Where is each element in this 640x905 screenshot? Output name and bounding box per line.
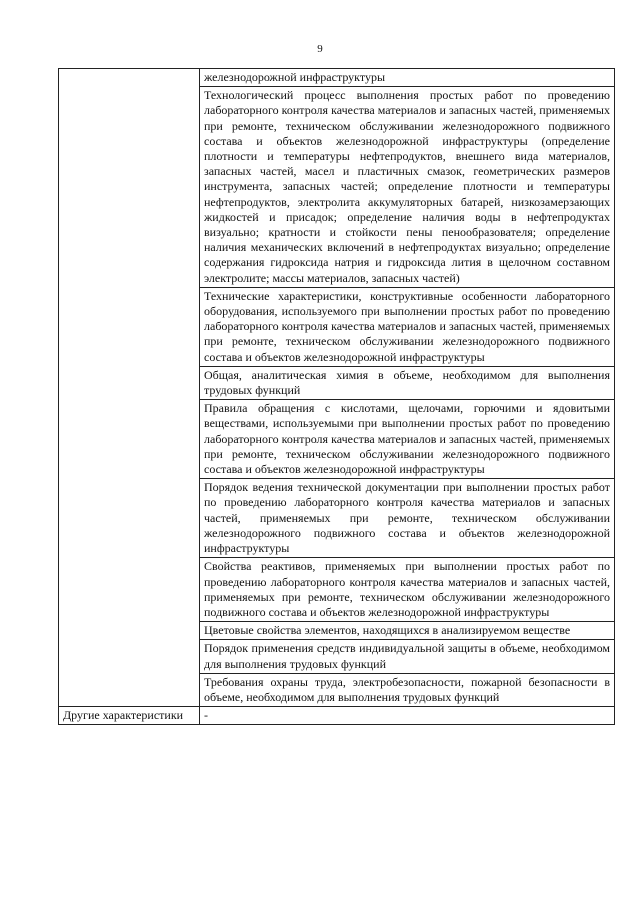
knowledge-item: Требования охраны труда, электробезопасности, пожарной безопасности в объеме, необходимом для выполнения трудовых функций xyxy=(200,673,615,706)
knowledge-item: Порядок ведения технической документации при выполнении простых работ по проведению лабораторного контроля качества материалов и запасных частей, применяемых при ремонте, техническом обслуживании железнодорожного подвижного состава и объектов железнодорожной инфраструктуры xyxy=(200,479,615,558)
page-number: 9 xyxy=(317,43,323,55)
knowledge-item: Цветовые свойства элементов, находящихся в анализируемом веществе xyxy=(200,622,615,640)
table-row-other xyxy=(59,707,615,725)
knowledge-item: Общая, аналитическая химия в объеме, необходимом для выполнения трудовых функций xyxy=(200,366,615,399)
knowledge-item: Порядок применения средств индивидуальной защиты в объеме, необходимом для выполнения трудовых функций xyxy=(200,640,615,673)
knowledge-item: Свойства реактивов, применяемых при выполнении простых работ по проведению лабораторного контроля качества материалов и запасных частей, применяемых при ремонте, техническом обслуживании железнодорожного подвижного состава и объектов железнодорожной инфраструктуры xyxy=(200,558,615,622)
knowledge-item: Технические характеристики, конструктивные особенности лабораторного оборудования, используемого при выполнении простых работ по проведению лабораторного контроля качества материалов и запасных частей, применяемых при ремонте, техническом обслуживании железнодорожного подвижного состава и объектов железнодорожной инфраструктуры xyxy=(200,287,615,366)
characteristics-table xyxy=(58,68,615,725)
other-characteristics-value: - xyxy=(200,707,615,725)
table-row xyxy=(59,69,615,87)
knowledge-item: Правила обращения с кислотами, щелочами, горючими и ядовитыми веществами, используемыми при выполнении простых работ по проведению лабораторного контроля качества материалов и запасных частей, применяемых при ремонте, техническом обслуживании железнодорожного подвижного состава и объектов железнодорожной инфраструктуры xyxy=(200,400,615,479)
knowledge-item: Технологический процесс выполнения простых работ по проведению лабораторного контроля качества материалов и запасных частей, применяемых при ремонте, техническом обслуживании железнодорожного подвижного состава и объектов железнодорожной инфраструктуры (определение плотности и температуры нефтепродуктов, внешнего вида материалов, запасных частей, масел и пластичных смазок, геометрических размеров инструмента, запасных частей; определение плотности и температуры нефтепродуктов, электролита аккумуляторных батарей, низкозамерзающих жидкостей и присадок; определение наличия воды в нефтепродуктах визуально; кратности и стойкости пены пенообразователя; определение наличия механических включений в нефтепродуктах визуально; определение содержания гидроксида натрия и гидроксида лития в щелочном составном электролите; массы материалов, запасных частей) xyxy=(200,87,615,288)
knowledge-item: железнодорожной инфраструктуры xyxy=(200,69,615,87)
other-characteristics-label: Другие характеристики xyxy=(59,707,200,725)
knowledge-label-cell xyxy=(59,69,200,707)
